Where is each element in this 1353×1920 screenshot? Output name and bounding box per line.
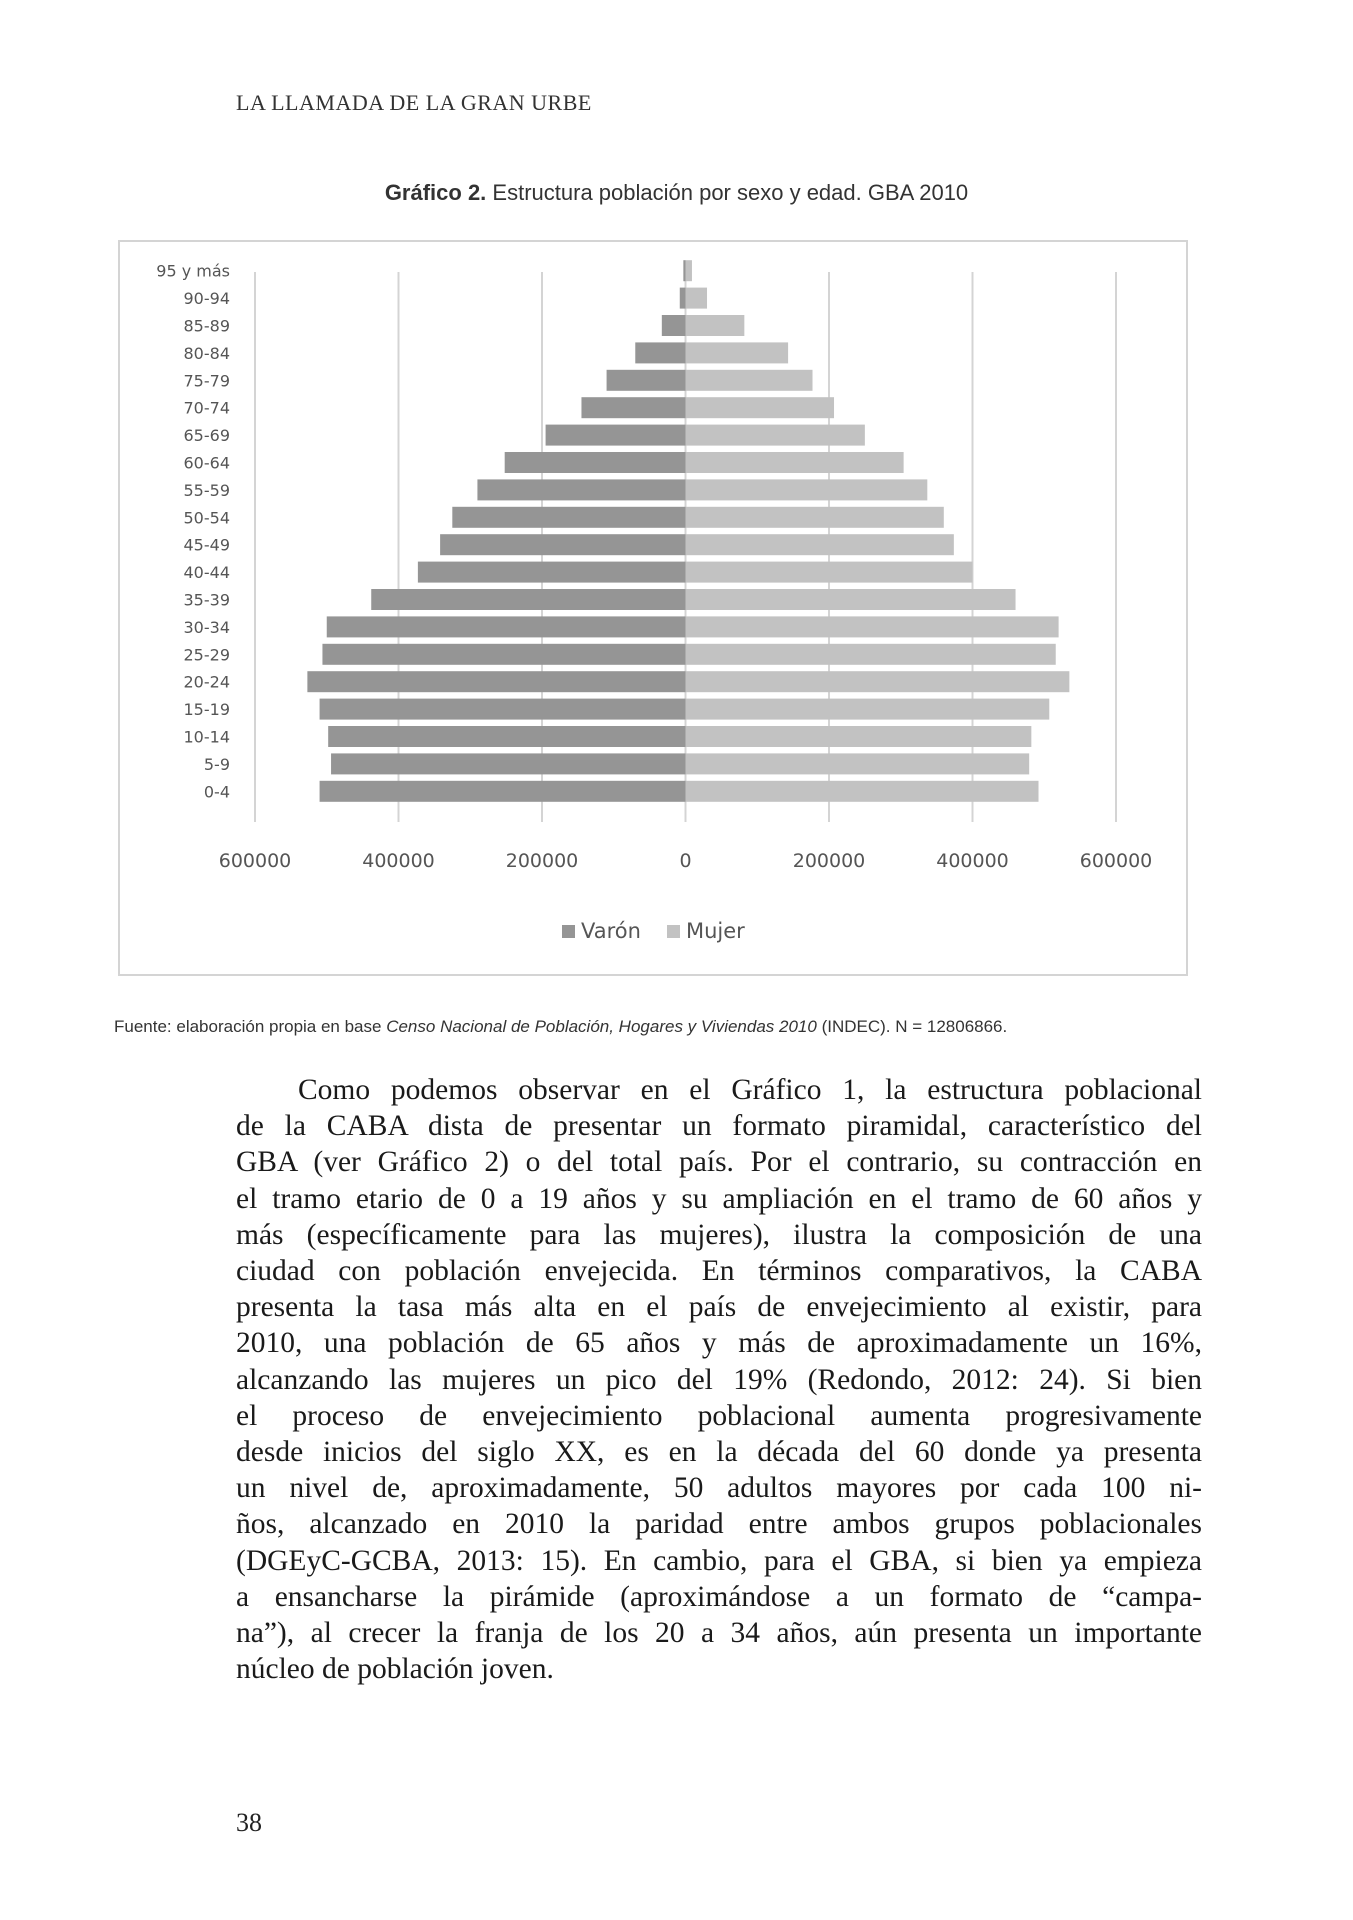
bar-mujer [686,616,1059,637]
bar-varon [331,753,685,774]
x-tick-label: 600000 [1079,850,1153,872]
body-line: presenta la tasa más alta en el país de envejecimiento al existir, para [236,1291,1202,1324]
bar-varon [327,616,686,637]
source-suffix: (INDEC). N = 12806866. [816,1017,1008,1036]
y-tick-label: 55-59 [183,480,230,500]
bar-varon [635,342,685,363]
x-tick-label: 600000 [218,850,292,872]
body-line: el proceso de envejecimiento poblacional aumenta progresivamente [236,1399,1202,1432]
figure-source [114,1017,1244,1037]
y-tick-label: 35-39 [183,590,230,610]
legend-swatch-varon [562,925,575,938]
bar-mujer [686,370,813,391]
body-line: (DGEyC-GCBA, 2013: 15). En cambio, para el GBA, si bien ya empieza [236,1544,1202,1577]
chart-svg [120,242,1190,978]
y-tick-label: 75-79 [183,371,230,391]
body-line: de la CABA dista de presentar un formato piramidal, característico del [236,1110,1202,1143]
y-tick-label: 20-24 [183,672,230,692]
body-line: 2010, una población de 65 años y más de aproximadamente un 16%, [236,1327,1202,1360]
body-line: alcanzando las mujeres un pico del 19% (Redondo, 2012: 24). Si bien [236,1363,1202,1396]
running-head: LA LLAMADA DE LA GRAN URBE [236,90,592,115]
body-line: núcleo de población joven. [236,1653,554,1686]
y-tick-label: 45-49 [183,535,230,555]
body-line: un nivel de, aproximadamente, 50 adultos mayores por cada 100 ni- [236,1472,1202,1505]
y-tick-label: 5-9 [203,754,230,774]
body-line: GBA (ver Gráfico 2) o del total país. Por el contrario, su contracción en [236,1146,1202,1179]
bar-mujer [686,260,692,281]
bar-mujer [686,671,1070,692]
body-line: Como podemos observar en el Gráfico 1, la estructura poblacional [298,1074,1202,1106]
bar-varon [371,589,685,610]
body-line: más (específicamente para las mujeres), ilustra la composición de una [236,1218,1202,1251]
y-tick-label: 95 y más [156,261,230,281]
body-line: desde inicios del siglo XX, es en la década del 60 donde ya presenta [236,1436,1202,1469]
x-tick-label: 400000 [362,850,435,872]
bar-varon [477,479,685,500]
y-tick-label: 40-44 [183,563,230,583]
y-tick-label: 30-34 [183,617,230,637]
body-line: na”), al crecer la franja de los 20 a 34 años, aún presenta un importante [236,1617,1202,1650]
bar-mujer [686,507,944,528]
bar-mujer [686,397,835,418]
bar-varon [581,397,685,418]
bar-mujer [686,644,1056,665]
figure-caption-text: Estructura población por sexo y edad. GBA 2010 [492,180,969,205]
figure-label: Gráfico 2. [384,180,487,205]
bar-mujer [686,753,1030,774]
bar-varon [683,260,685,281]
bar-mujer [686,479,928,500]
bar-varon [546,425,686,446]
x-tick-label: 200000 [792,850,866,872]
bar-varon [307,671,685,692]
source-title: Censo Nacional de Población, Hogares y Viviendas 2010 [386,1017,817,1036]
y-tick-label: 85-89 [183,316,230,336]
bar-varon [505,452,686,473]
x-tick-label: 200000 [505,850,579,872]
y-tick-label: 70-74 [183,398,230,418]
bar-mujer [686,699,1050,720]
bar-mujer [686,726,1032,747]
body-line: ciudad con población envejecida. En términos comparativos, la CABA [236,1255,1202,1288]
y-tick-label: 25-29 [183,645,230,665]
body-paragraph [236,1072,1202,1687]
bar-varon [440,534,685,555]
source-prefix: Fuente: elaboración propia en base [114,1017,387,1036]
legend-swatch-mujer [667,925,680,938]
bar-mujer [686,425,865,446]
bar-mujer [686,589,1016,610]
bar-mujer [686,288,708,309]
bar-varon [328,726,685,747]
bar-varon [322,644,685,665]
figure-caption [0,180,1353,206]
body-line: ños, alcanzado en 2010 la paridad entre ambos grupos poblacionales [236,1508,1202,1541]
y-tick-label: 50-54 [183,508,230,528]
bar-varon [452,507,685,528]
bar-mujer [686,315,745,336]
y-tick-label: 65-69 [183,426,230,446]
y-tick-label: 15-19 [183,700,230,720]
legend-label-mujer: Mujer [686,919,745,943]
body-line: el tramo etario de 0 a 19 años y su ampliación en el tramo de 60 años y [236,1182,1202,1215]
y-tick-label: 10-14 [183,727,230,747]
body-line: a ensancharse la pirámide (aproximándose a un formato de “campa- [236,1580,1202,1613]
bar-mujer [686,781,1039,802]
bar-mujer [686,562,973,583]
y-tick-label: 0-4 [203,782,230,802]
page-number: 38 [236,1808,262,1837]
population-pyramid-chart [118,240,1188,976]
bar-mujer [686,452,904,473]
bar-varon [418,562,686,583]
bar-varon [680,288,686,309]
x-tick-label: 0 [679,850,692,872]
y-tick-label: 80-84 [183,343,230,363]
bar-varon [607,370,686,391]
bar-mujer [686,534,954,555]
bar-varon [320,699,686,720]
bar-varon [662,315,686,336]
y-tick-label: 90-94 [183,289,230,309]
y-tick-label: 60-64 [183,453,230,473]
x-tick-label: 400000 [936,850,1009,872]
bar-varon [320,781,686,802]
bar-mujer [686,342,789,363]
legend-label-varon: Varón [581,919,641,943]
